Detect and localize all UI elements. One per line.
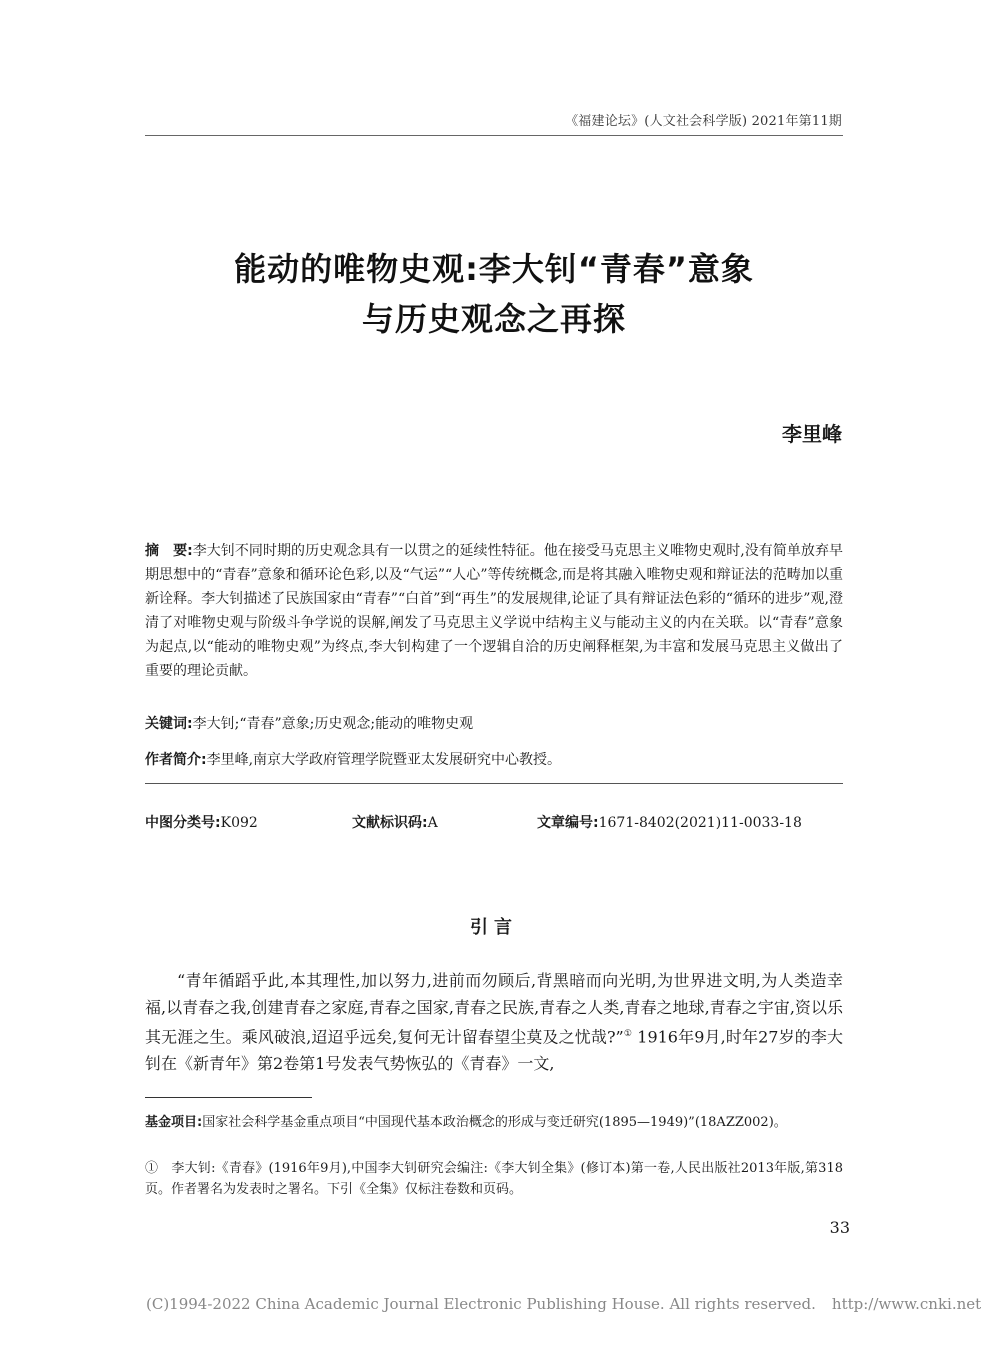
section-title: 引言 [470, 917, 518, 938]
bio-text: 李里峰,南京大学政府管理学院暨亚太发展研究中心教授。 [206, 752, 562, 768]
header-rule [145, 135, 843, 136]
footnote-fund: 基金项目:国家社会科学基金重点项目“中国现代基本政治概念的形成与变迁研究(1895—1949)”(18AZZ002)。 [145, 1115, 787, 1130]
article-title-line2: 与历史观念之再探 [361, 300, 626, 338]
abstract: 摘 要:李大钊不同时期的历史观念具有一以贯之的延续性特征。他在接受马克思主义唯物史观时,没有简单放弃早期思想中的“青春”意象和循环论色彩,以及“气运”“人心”等传统概念,而是将其融入唯物史观和辩证法的范畴加以重新诠释。李大钊描述了民族国家由“青春”“白首”到“再生”的发展规律,论证了具有辩证法色彩的“循环的进步”观,澄清了对唯物史观与阶级斗争学说的误解,阐发了马克思主义学说中结构主义与能动主义的内在关联。以“青春”意象为起点,以“能动的唯物史观”为终点,李大钊构建了一个逻辑自洽的历史阐释框架,为丰富和发展马克思主义做出了重要的理论贡献。 [145, 543, 844, 679]
footnote-rule [145, 1097, 312, 1098]
document-code: 文献标识码:A [352, 815, 438, 831]
footnote-1: ① 李大钊:《青春》(1916年9月),中国李大钊研究会编注:《李大钊全集》(修订本)第一卷,人民出版社2013年版,第318页。作者署名为发表时之署名。下引《全集》仅标注卷数和页码。 [145, 1161, 843, 1197]
abstract-label: 摘 要 [145, 543, 188, 559]
bio-label: 作者简介 [145, 752, 201, 768]
meta-rule [145, 783, 843, 784]
clc-number: 中图分类号:K092 [145, 815, 258, 831]
page-number: 33 [829, 1218, 850, 1237]
abstract-text: 李大钊不同时期的历史观念具有一以贯之的延续性特征。他在接受马克思主义唯物史观时,没有简单放弃早期思想中的“青春”意象和循环论色彩,以及“气运”“人心”等传统概念,而是将其融入唯物史观和辩证法的范畴加以重新诠释。李大钊描述了民族国家由“青春”“白首”到“再生”的发展规律,论证了具有辩证法色彩的“循环的进步”观,澄清了对唯物史观与阶级斗争学说的误解,阐发了马克思主义学说中结构主义与能动主义的内在关联。以“青春”意象为起点,以“能动的唯物史观”为终点,李大钊构建了一个逻辑自洽的历史阐释框架,为丰富和发展马克思主义做出了重要的理论贡献。 [145, 543, 844, 679]
keywords-text: 李大钊;“青春”意象;历史观念;能动的唯物史观 [192, 716, 474, 732]
article-title-line1: 能动的唯物史观:李大钊“青春”意象 [234, 250, 754, 288]
journal-header: 《福建论坛》(人文社会科学版) 2021年第11期 [565, 114, 842, 129]
footnote-ref[interactable]: ① [623, 1029, 633, 1039]
article-number: 文章编号:1671-8402(2021)11-0033-18 [537, 815, 802, 831]
copyright-line: (C)1994-2022 China Academic Journal Electronic Publishing House. All rights reserved. http://www.cnki.net [146, 1295, 982, 1313]
keywords: 关键词:李大钊;“青春”意象;历史观念;能动的唯物史观 [145, 716, 474, 732]
body-paragraph: “青年循蹈乎此,本其理性,加以努力,进前而勿顾后,背黑暗而向光明,为世界进文明,为人类造幸福,以青春之我,创建青春之家庭,青春之国家,青春之民族,青春之人类,青春之地球,青春之宇宙,资以乐其无涯之生。乘风破浪,迢迢乎远矣,复何无计留春望尘莫及之忧哉?”① 1916年9月,时年27岁的李大钊在《新青年》第2卷第1号发表气势恢弘的《青春》一文, [145, 971, 843, 1073]
author-bio: 作者简介:李里峰,南京大学政府管理学院暨亚太发展研究中心教授。 [145, 752, 562, 768]
cnki-link[interactable]: http://www.cnki.net [831, 1295, 982, 1313]
author-name: 李里峰 [782, 422, 842, 446]
keywords-label: 关键词 [145, 716, 187, 732]
